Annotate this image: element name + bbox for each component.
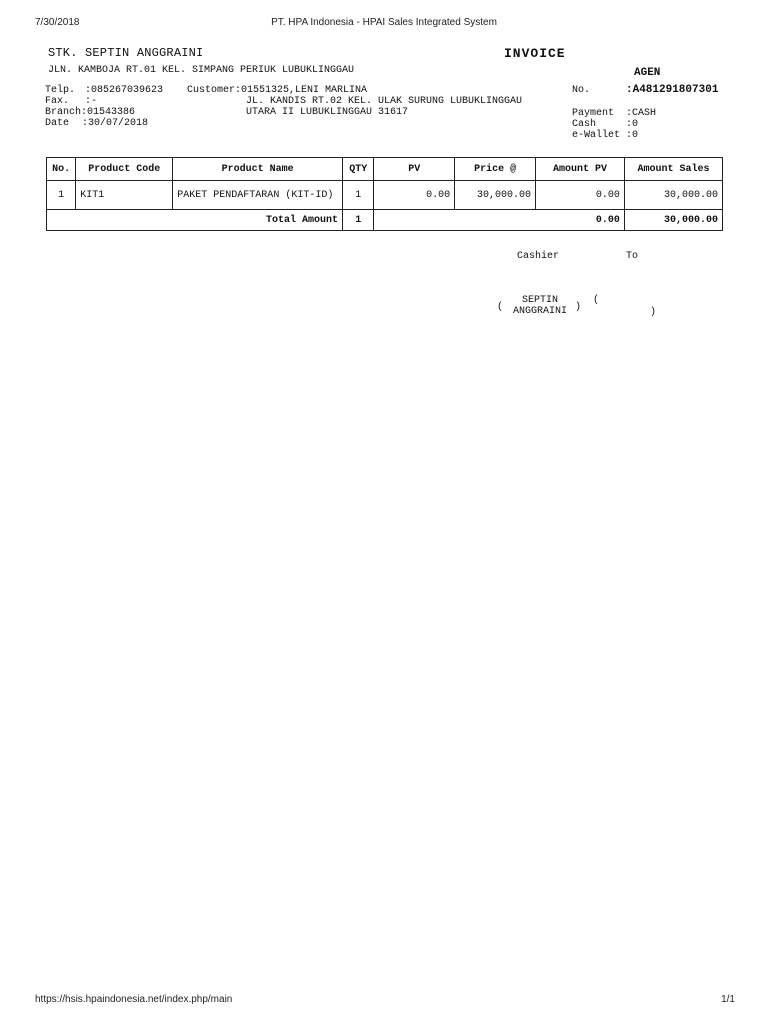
- customer-value: :01551325,LENI MARLINA: [235, 85, 368, 96]
- total-label: Total Amount: [47, 210, 343, 231]
- print-footer: [0, 994, 768, 1008]
- date-value: :30/07/2018: [82, 118, 149, 129]
- cell-product-code: KIT1: [76, 181, 173, 210]
- print-header: [0, 17, 768, 31]
- cell-qty: 1: [343, 181, 374, 210]
- print-url: https://hsis.hpaindonesia.net/index.php/main: [35, 994, 233, 1005]
- date-label: Date: [45, 118, 70, 129]
- total-qty: 1: [343, 210, 374, 231]
- cashier-signature-name: [509, 295, 571, 317]
- customer-address-line2: UTARA II LUBUKLINGGAU 31617: [246, 107, 409, 118]
- col-header-product-name: Product Name: [173, 158, 343, 181]
- customer-label: Customer: [187, 85, 236, 96]
- telp-label: Telp.: [45, 85, 76, 96]
- total-amount-pv: 0.00: [374, 210, 625, 231]
- cashier-label: Cashier: [517, 251, 560, 262]
- to-paren-close: ): [650, 307, 657, 318]
- payment-row: [572, 108, 656, 119]
- print-date: 7/30/2018: [35, 17, 80, 28]
- branch-row: [45, 107, 135, 118]
- branch-value: :01543386: [81, 107, 136, 118]
- store-name: STK. SEPTIN ANGGRAINI: [48, 46, 204, 60]
- date-row: [45, 118, 148, 129]
- invoice-title: INVOICE: [504, 46, 566, 61]
- telp-value: :085267039623: [85, 85, 164, 96]
- print-title: PT. HPA Indonesia - HPAI Sales Integrated System: [271, 17, 497, 28]
- cashier-name-line2: ANGGRAINI: [512, 306, 567, 317]
- customer-address-line1: JL. KANDIS RT.02 KEL. ULAK SURUNG LUBUKLINGGAU: [246, 96, 523, 107]
- col-header-amount-sales: Amount Sales: [624, 158, 722, 181]
- to-label: To: [626, 251, 639, 262]
- ewallet-value: :0: [626, 130, 639, 141]
- invoice-no-label: No.: [572, 85, 591, 96]
- cell-product-name: PAKET PENDAFTARAN (KIT-ID): [173, 181, 343, 210]
- payment-value: :CASH: [626, 108, 657, 119]
- cash-row: [572, 119, 638, 130]
- agen-label: AGEN: [634, 67, 661, 79]
- ewallet-label: e-Wallet: [572, 130, 621, 141]
- cashier-name-line1: SEPTIN: [521, 295, 558, 306]
- cell-no: 1: [47, 181, 76, 210]
- cell-amount-sales: 30,000.00: [624, 181, 722, 210]
- print-page-number: 1/1: [721, 994, 735, 1005]
- customer-row: [187, 85, 367, 96]
- col-header-product-code: Product Code: [76, 158, 173, 181]
- fax-row: [45, 96, 97, 107]
- cashier-paren-open: (: [497, 302, 504, 313]
- telp-row: [45, 85, 163, 96]
- branch-label: Branch: [45, 107, 82, 118]
- payment-label: Payment: [572, 108, 615, 119]
- col-header-qty: QTY: [343, 158, 374, 181]
- to-paren-open: (: [593, 295, 600, 306]
- col-header-no: No.: [47, 158, 76, 181]
- total-amount-sales: 30,000.00: [624, 210, 722, 231]
- table-header-row: [47, 158, 723, 181]
- total-row: [47, 210, 723, 231]
- store-address: JLN. KAMBOJA RT.01 KEL. SIMPANG PERIUK LUBUKLINGGAU: [48, 65, 355, 76]
- cell-price: 30,000.00: [455, 181, 536, 210]
- invoice-no-value: :A481291807301: [626, 84, 719, 96]
- cell-amount-pv: 0.00: [536, 181, 625, 210]
- cashier-paren-close: ): [575, 302, 582, 313]
- cell-pv: 0.00: [374, 181, 455, 210]
- cash-value: :0: [626, 119, 639, 130]
- cash-label: Cash: [572, 119, 597, 130]
- table-row: [47, 181, 723, 210]
- col-header-amount-pv: Amount PV: [536, 158, 625, 181]
- fax-value: :-: [85, 96, 98, 107]
- col-header-pv: PV: [374, 158, 455, 181]
- invoice-no-row: [572, 85, 718, 96]
- col-header-price: Price @: [455, 158, 536, 181]
- fax-label: Fax.: [45, 96, 70, 107]
- items-table: [46, 157, 723, 231]
- ewallet-row: [572, 130, 638, 141]
